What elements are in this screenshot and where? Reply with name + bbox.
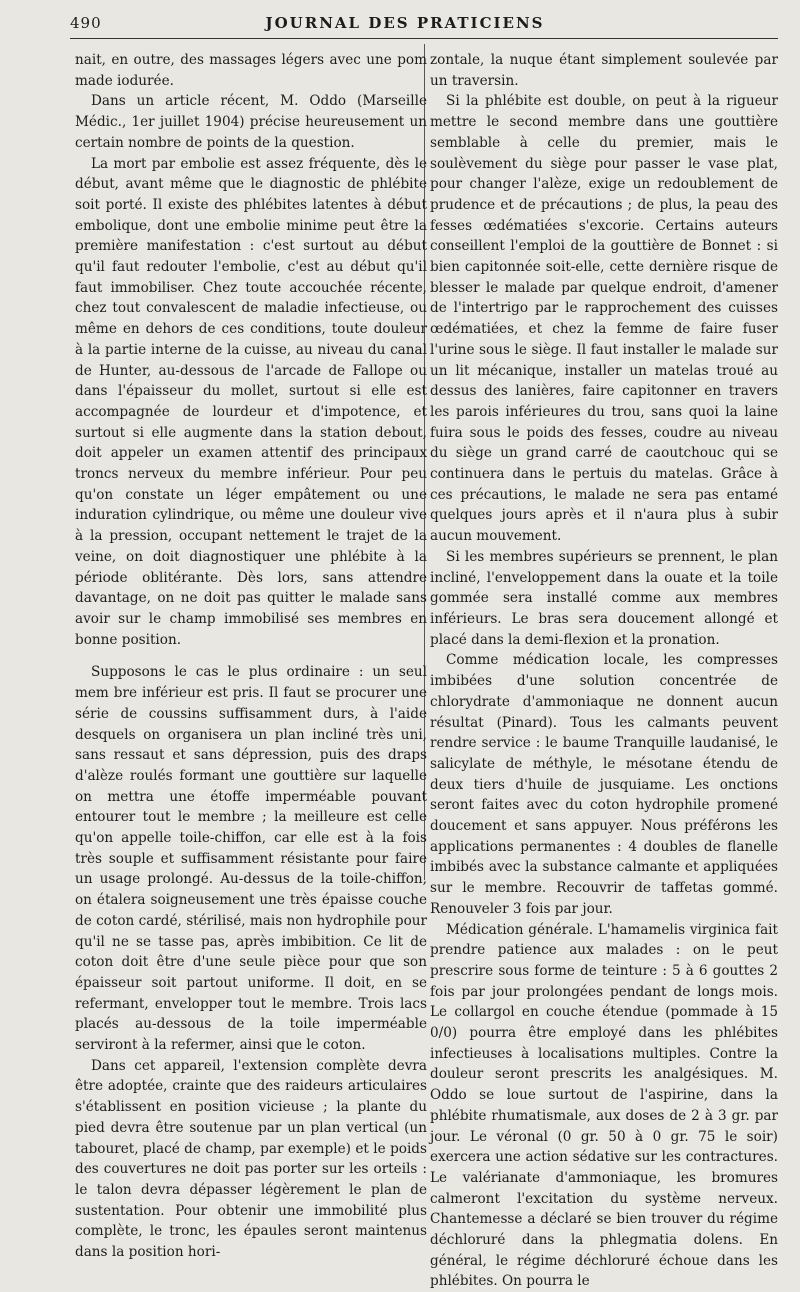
paragraph: zontale, la nuque étant simplement soulevée par un traversin.: [430, 52, 778, 89]
right-column: [430, 50, 778, 1292]
running-title: JOURNAL DES PRATICIENS: [265, 14, 545, 32]
left-column: [75, 50, 427, 1263]
header-rule: [70, 38, 778, 39]
page-header: [70, 12, 780, 34]
paragraph: Comme médication locale, les compresses imbibées d'une solution concentrée de chlorydrate d'ammoniaque ne donnent aucun résultat (Pinard). Tous les calmants peuvent rendre service : le baume Tranquille laudanisé, le salicylate de méthyle, le mésotane étendu de deux tiers d'huile de jusquiame. Les onctions seront faites avec du coton hydrophile promené doucement et sans appuyer. Nous préférons les applications permanentes : 4 doubles de flanelle imbibés avec la substance calmante et appliquées sur le membre. Recouvrir de taffetas gommé. Renouveler 3 fois par jour.: [430, 652, 778, 917]
paragraph: Si les membres supérieurs se prennent, le plan incliné, l'enveloppement dans la ouate et la toile gommée sera installé comme aux membres inférieurs. Le bras sera doucement allongé et placé dans la demi-flexion et la pronation.: [430, 548, 778, 648]
paragraph: Dans un article récent, M. Oddo (Marseille Médic., 1er juillet 1904) précise heureusement un certain nombre de points de la question.: [75, 93, 427, 151]
paragraph: nait, en outre, des massages légers avec une pom made iodurée.: [75, 52, 427, 89]
paragraph: Dans cet appareil, l'extension complète devra être adoptée, crainte que des raideurs articulaires s'établissent en position vicieuse ; la plante du pied devra être soutenue par un plan vertical (un tabouret, placé de champ, par exemple) et le poids des couvertures ne doit pas porter sur les orteils : le talon devra dépasser légèrement le plan de sustentation. Pour obtenir une immobilité plus complète, le tronc, les épaules seront maintenus dans la position hori-: [75, 1057, 427, 1261]
paragraph: Si la phlébite est double, on peut à la rigueur mettre le second membre dans une gouttière semblable à celle du premier, mais le soulèvement du siège pour passer le vase plat, pour changer l'alèze, exige un redoublement de prudence et de précautions ; de plus, la peau des fesses œdématiées s'excorie. Certains auteurs conseillent l'emploi de la gouttière de Bonnet : si bien capitonnée soit-elle, cette dernière risque de blesser le malade par quelque endroit, d'amener de l'intertrigo par le rapprochement des cuisses œdématiées, et chez la femme de faire fuser l'urine sous le siège. Il faut installer le malade sur un lit mécanique, installer un matelas troué au dessus des lanières, faire capitonner en travers les parois inférieures du trou, sans quoi la laine fuira sous le poids des fesses, coudre au niveau du siège un grand carré de caoutchouc qui se continuera dans le pertuis du matelas. Grâce à ces précautions, le malade ne sera pas entamé quelques jours après et il n'aura plus à subir aucun mouvement.: [430, 93, 778, 545]
paragraph: Médication générale. L'hamamelis virginica fait prendre patience aux malades : on le peut prescrire sous forme de teinture : 5 à 6 gouttes 2 fois par jour prolongées pendant de longs mois. Le collargol en couche étendue (pommade à 15 0/0) pourra être employé dans les phlébites infectieuses à localisations multiples. Contre la douleur seront prescrits les analgésiques. M. Oddo se loue surtout de l'aspirine, dans la phlébite rhumatismale, aux doses de 2 à 3 gr. par jour. Le véronal (0 gr. 50 à 0 gr. 75 le soir) exercera une action sédative sur les contractures. Le valérianate d'ammoniaque, les bromures calmeront l'excitation du système nerveux. Chantemesse a déclaré se bien trouver du régime déchloruré dans la phlegmatia dolens. En général, le régime déchloruré échoue dans les phlébites. On pourra le: [430, 921, 778, 1290]
page-number: 490: [70, 14, 102, 32]
paragraph: La mort par embolie est assez fréquente, dès le début, avant même que le diagnostic de phlébite soit porté. Il existe des phlébites latentes à début embolique, dont une embolie minime peut être la première manifestation : c'est surtout au début qu'il faut redouter l'embolie, c'est au début qu'il faut immobiliser. Chez toute accouchée récente, chez tout convalescent de maladie infectieuse, ou même en dehors de ces conditions, toute douleur à la partie interne de la cuisse, au niveau du canal de Hunter, au-dessous de l'arcade de Fallope ou dans l'épaisseur du mollet, surtout si elle est accompagnée de lourdeur et d'impotence, et surtout si elle augmente dans la station debout, doit appeler un examen attentif des principaux troncs nerveux du membre inférieur. Pour peu qu'on constate un léger empâtement ou une induration cylindrique, ou même une douleur vive à la pression, occupant nettement le trajet de la veine, on doit diagnostiquer une phlébite à la période oblitérante. Dès lors, sans attendre davantage, on ne doit pas quitter le malade sans avoir sur le champ immobilisé ses membres en bonne position.: [75, 155, 427, 648]
paragraph: Supposons le cas le plus ordinaire : un seul mem bre inférieur est pris. Il faut se procurer une série de coussins suffisamment durs, à l'aide desquels on organisera un plan incliné très uni, sans ressaut et sans dépression, puis des draps d'alèze roulés formant une gouttière sur laquelle on mettra une étoffe imperméable pouvant entourer tout le membre ; la meilleure est celle qu'on appelle toile-chiffon, car elle est à la fois très souple et suffisamment résistante pour faire un usage prolongé. Au-dessus de la toile-chiffon, on étalera soigneusement une très épaisse couche de coton cardé, stérilisé, mais non hydrophile pour qu'il ne se tasse pas, après imbibition. Ce lit de coton doit être d'une seule pièce pour que son épaisseur soit partout uniforme. Il doit, en se refermant, envelopper tout le membre. Trois lacs placés au-dessous de la toile imperméable serviront à la refermer, ainsi que le coton.: [75, 664, 428, 1054]
